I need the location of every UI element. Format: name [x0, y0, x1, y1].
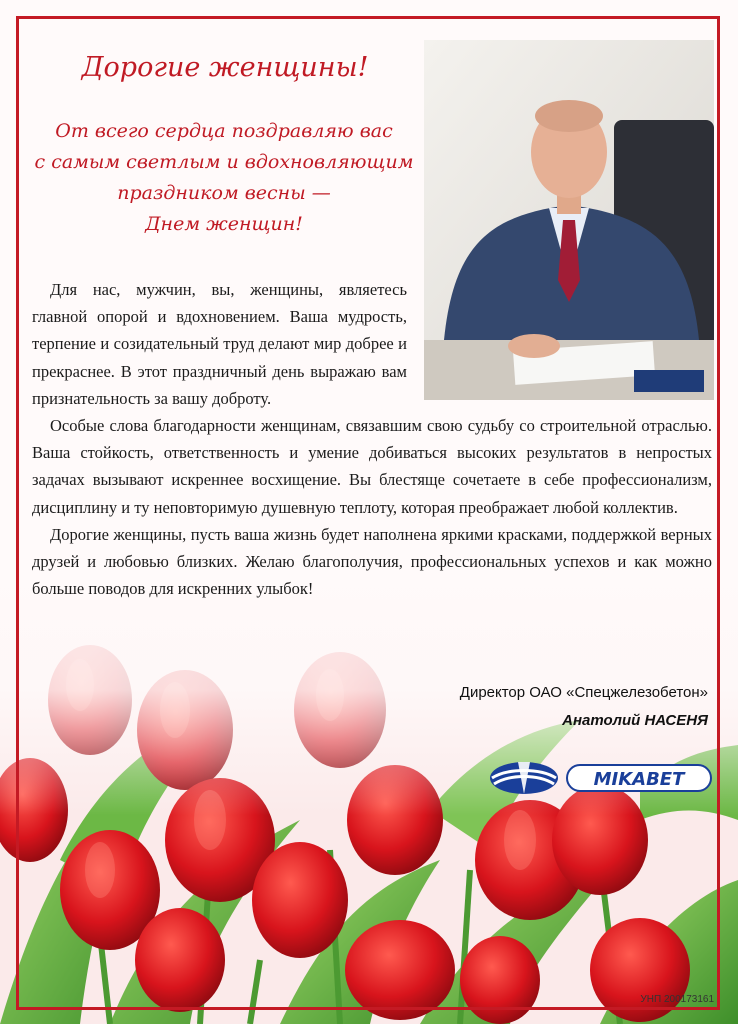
subtitle-line: с самым светлым и вдохновляющим — [34, 151, 414, 173]
body-paragraph: Для нас, мужчин, вы, женщины, являетесь главной опорой и вдохновением. Ваша мудрость, терпение и созидательный труд делают мир добрее и прекраснее. В этот праздничный день выражаю вам признательность за вашу доброту. — [32, 280, 407, 408]
subtitle-line: От всего сердца поздравляю вас — [55, 120, 393, 142]
mikabet-logo-text: MIKABET — [593, 769, 685, 790]
greeting-subtitle — [28, 116, 420, 240]
subtitle-line: Днем женщин! — [145, 213, 303, 235]
body-paragraph: Особые слова благодарности женщинам, связавшим свою судьбу со строительной отраслью. Ваша стойкость, ответственность и умение добиваться высоких результатов в непростых задачах вызывают искреннее восхищение. Вы блестяще сочетаете в себе профессионализм, дисциплину и ту неповторимую душевную теплоту, которая преображает любой коллектив. — [32, 416, 712, 517]
mikabet-logo — [566, 764, 712, 792]
company-emblem-logo — [488, 760, 560, 796]
letter-body — [32, 276, 712, 602]
signature-title: Директор ОАО «Спецжелезобетон» — [459, 684, 708, 701]
body-paragraph: Дорогие женщины, пусть ваша жизнь будет наполнена яркими красками, поддержкой верных друзей и любовью близких. Желаю благополучия, профессиональных успехов и как можно больше поводов для искренних улыбок! — [32, 524, 712, 599]
unp-number: УНП 200173161 — [640, 994, 714, 1005]
subtitle-line: праздником весны — — [117, 182, 331, 204]
signature-name: Анатолий НАСЕНЯ — [562, 712, 708, 729]
greeting-title: Дорогие женщины! — [81, 52, 369, 83]
